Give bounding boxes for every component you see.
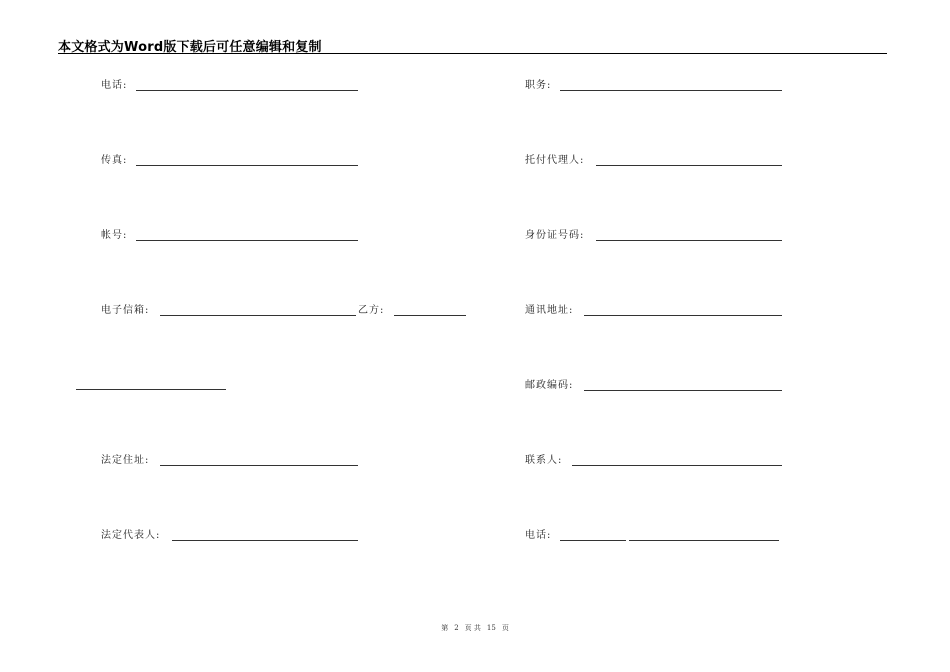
party-b-continuation-line (76, 389, 226, 390)
right-phone-blank-line-2 (629, 540, 779, 541)
job-title-blank-line (560, 90, 782, 91)
contact-label: 联系人: (525, 455, 563, 466)
document-header-title: 本文格式为Word版下载后可任意编辑和复制 (58, 40, 322, 55)
legal-rep-blank-line (172, 540, 358, 541)
id-number-blank-line (596, 240, 782, 241)
account-blank-line (136, 240, 358, 241)
email-label: 电子信箱: (101, 305, 150, 316)
postcode-label: 邮政编码: (525, 380, 574, 391)
page-number-footer (0, 623, 950, 633)
page-mid: 页 共 (464, 624, 481, 632)
address-label: 通讯地址: (525, 305, 574, 316)
party-b-blank-line (394, 315, 466, 316)
agent-label: 托付代理人: (525, 155, 585, 166)
page-suffix: 页 (501, 624, 509, 632)
phone-label: 电话: (101, 80, 128, 91)
party-b-label: 乙方: (358, 305, 385, 316)
id-number-label: 身份证号码: (525, 230, 585, 241)
page-prefix: 第 (441, 624, 449, 632)
email-blank-line (160, 315, 356, 316)
right-phone-blank-line-1 (560, 540, 626, 541)
page-total: 15 (486, 624, 496, 632)
legal-address-blank-line (160, 465, 358, 466)
legal-rep-label: 法定代表人: (101, 530, 161, 541)
address-blank-line (584, 315, 782, 316)
agent-blank-line (596, 165, 782, 166)
contact-blank-line (572, 465, 782, 466)
fax-label: 传真: (101, 155, 128, 166)
page-current: 2 (454, 624, 459, 632)
account-label: 帐号: (101, 230, 128, 241)
legal-address-label: 法定住址: (101, 455, 150, 466)
job-title-label: 职务: (525, 80, 552, 91)
right-phone-label: 电话: (525, 530, 552, 541)
fax-blank-line (136, 165, 358, 166)
header-divider (58, 53, 887, 54)
postcode-blank-line (584, 390, 782, 391)
phone-blank-line (136, 90, 358, 91)
